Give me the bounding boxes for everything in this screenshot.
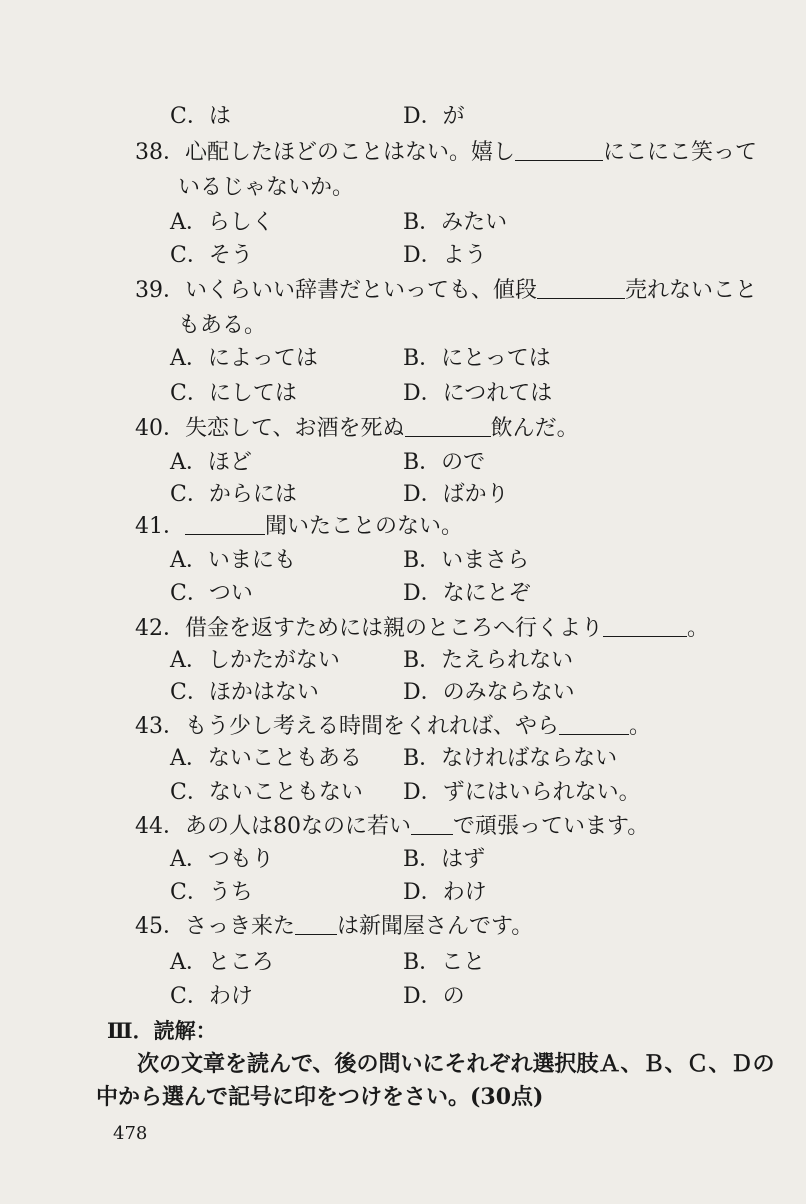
q39-option-d: D．につれては	[403, 381, 553, 406]
answer-blank	[537, 280, 625, 299]
question-39	[135, 278, 757, 304]
q37-option-d: D．が	[403, 104, 465, 129]
question-45	[135, 914, 533, 940]
question-number: 38．	[135, 140, 185, 165]
question-text: は新聞屋さんです。	[337, 914, 534, 939]
q38-option-b: B．みたい	[403, 210, 508, 235]
question-38	[135, 140, 757, 166]
question-number: 40．	[135, 416, 185, 441]
q40-option-b: B．ので	[403, 450, 486, 475]
q44-option-d: D．わけ	[403, 880, 487, 905]
q40-option-a: A．ほど	[170, 450, 252, 475]
q40-option-d: D．ばかり	[403, 482, 509, 507]
q42-option-b: B．たえられない	[403, 648, 574, 673]
q38-option-c: C．そう	[170, 243, 253, 268]
question-text: いくらいい辞書だといっても、値段	[185, 278, 538, 303]
question-text: 売れないこと	[625, 278, 758, 303]
question-number: 42．	[135, 616, 185, 641]
question-number: 44．	[135, 814, 185, 839]
answer-blank	[295, 916, 337, 935]
question-42	[135, 616, 709, 642]
question-number: 39．	[135, 278, 185, 303]
answer-blank	[603, 618, 687, 637]
question-number: 43．	[135, 714, 185, 739]
question-text: にこにこ笑って	[603, 140, 758, 165]
q37-option-c: C．は	[170, 104, 231, 129]
q39-option-a: A．によっては	[170, 346, 318, 371]
answer-blank	[405, 418, 491, 437]
q41-option-b: B．いまさら	[403, 548, 530, 573]
q44-option-b: B．はず	[403, 847, 486, 872]
q39-option-b: B．にとっては	[403, 346, 551, 371]
question-number: 45．	[135, 914, 185, 939]
q44-option-a: A．つもり	[170, 847, 274, 872]
question-text: 心配したほどのことはない。嬉し	[185, 140, 516, 165]
q42-option-a: A．しかたがない	[170, 648, 340, 673]
q41-option-d: D．なにとぞ	[403, 581, 531, 606]
question-text: 。	[629, 714, 652, 739]
answer-blank	[559, 716, 629, 735]
question-44	[135, 814, 649, 840]
question-text: 失恋して、お酒を死ぬ	[185, 416, 405, 441]
q43-option-a: A．ないこともある	[170, 746, 362, 771]
q45-option-d: D．の	[403, 984, 465, 1009]
question-text: さっき来た	[185, 914, 296, 939]
q38-option-a: A．らしく	[170, 210, 274, 235]
q38-option-d: D．よう	[403, 243, 487, 268]
q39-option-c: C．にしては	[170, 381, 297, 406]
q42-option-c: C．ほかはない	[170, 680, 319, 705]
question-text: 飲んだ。	[490, 416, 579, 441]
question-39-continuation: もある。	[178, 313, 267, 338]
question-text: 聞いたことのない。	[265, 514, 464, 539]
question-41	[135, 514, 463, 540]
q45-option-a: A．ところ	[170, 950, 274, 975]
question-43	[135, 714, 651, 740]
q45-option-c: C．わけ	[170, 984, 253, 1009]
question-text: 借金を返すためには親のところへ行くより	[185, 616, 604, 641]
section-instruction-continuation: 中から選んで記号に印をつけをさい。(30点)	[96, 1084, 544, 1110]
q41-option-c: C．つい	[170, 581, 253, 606]
answer-blank	[185, 516, 265, 535]
question-40	[135, 416, 579, 442]
q43-option-b: B．なければならない	[403, 746, 618, 771]
question-text: で頑張っています。	[453, 814, 650, 839]
q43-option-d: D．ずにはいられない。	[403, 780, 641, 805]
q40-option-c: C．からには	[170, 482, 297, 507]
question-number: 41．	[135, 514, 185, 539]
q44-option-c: C．うち	[170, 880, 253, 905]
question-text: もう少し考える時間をくれれば、やら	[185, 714, 560, 739]
q43-option-c: C．ないこともない	[170, 780, 363, 805]
question-38-continuation: いるじゃないか。	[178, 175, 355, 200]
question-text: 。	[687, 616, 710, 641]
answer-blank	[411, 816, 453, 835]
q45-option-b: B．こと	[403, 950, 486, 975]
page-number: 478	[113, 1123, 148, 1144]
section-heading: Ⅲ．読解：	[107, 1018, 217, 1043]
section-instruction: 次の文章を読んで、後の問いにそれぞれ選択肢Ａ、Ｂ、Ｃ、Ｄの	[137, 1051, 775, 1077]
question-text: あの人は80なのに若い	[185, 814, 411, 839]
q42-option-d: D．のみならない	[403, 680, 575, 705]
q41-option-a: A．いまにも	[170, 548, 296, 573]
answer-blank	[515, 142, 603, 161]
